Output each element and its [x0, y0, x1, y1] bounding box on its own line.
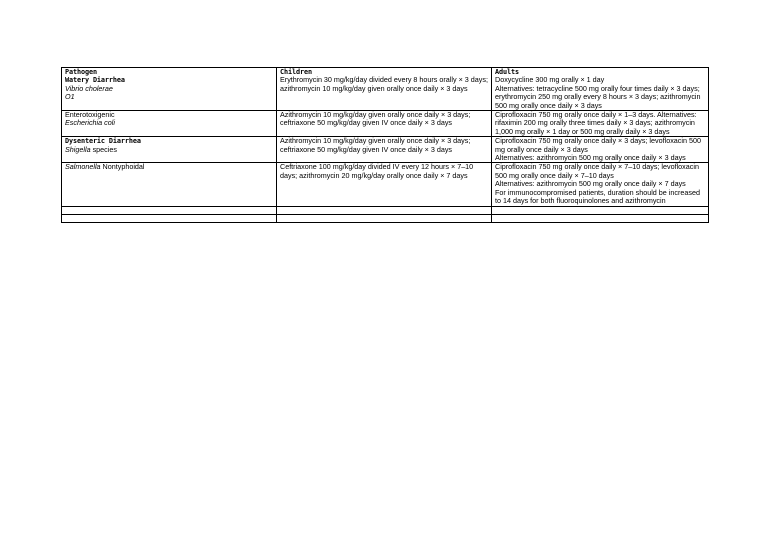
empty-cell: [62, 214, 277, 222]
header-children: Children: [280, 68, 312, 76]
pathogen-name-continued: Escherichia coli: [65, 118, 115, 128]
pathogen-name: Enterotoxigenic: [65, 110, 115, 120]
category-watery-diarrhea: Watery Diarrhea: [65, 76, 125, 85]
empty-cell: [492, 206, 709, 214]
children-treatment: Azithromycin 10 mg/kg/day given orally once daily × 3 days; ceftriaxone 50 mg/kg/day given IV once daily × 3 days: [280, 136, 471, 154]
table-row: [62, 137, 709, 163]
pathogen-qualifier: species: [90, 144, 117, 154]
pathogen-genus: Salmonella: [65, 162, 101, 172]
table-row: [62, 68, 709, 111]
adults-treatment: Ciprofloxacin 750 mg orally once daily × 1–3 days. Alternatives: rifaximin 200 mg orally three times daily × 3 days; azithromycin 1,000 mg orally × 1 day or 500 mg orally daily × 3 days: [495, 110, 697, 136]
pathogen-cell: [62, 137, 277, 163]
children-treatment: Azithromycin 10 mg/kg/day given orally once daily × 3 days; ceftriaxone 50 mg/kg/day given IV once daily × 3 days: [280, 110, 471, 128]
pathogen-qualifier: Nontyphoidal: [100, 162, 145, 172]
header-pathogen: Pathogen: [65, 68, 97, 76]
empty-cell: [277, 214, 492, 222]
adults-cell: [492, 137, 709, 163]
pathogen-name: [65, 163, 273, 171]
table-row: [62, 111, 709, 137]
adults-cell: [492, 163, 709, 206]
adults-treatment: Ciprofloxacin 750 mg orally once daily × 7–10 days; levofloxacin 500 mg orally once daily × 7–10 days Alternatives: azithromycin 500 mg orally once daily × 7 days For immunocompromised patients, duration should be increased to 14 days for both fluoroquinolones and azithromycin: [495, 162, 700, 206]
adults-treatment: Doxycycline 300 mg orally × 1 day Alternatives: tetracycline 500 mg orally four times daily × 3 days; erythromycin 250 mg orally every 8 hours × 3 days; azithromycin 500 mg orally once daily × 3 days: [495, 75, 701, 110]
empty-cell: [277, 206, 492, 214]
table-row-empty: [62, 214, 709, 222]
header-adults: Adults: [495, 68, 519, 76]
treatment-table: [61, 67, 709, 223]
children-treatment: Ceftriaxone 100 mg/kg/day divided IV every 12 hours × 7–10 days; azithromycin 20 mg/kg/day orally once daily × 7 days: [280, 162, 474, 180]
adults-cell: [492, 68, 709, 111]
table-row-empty: [62, 206, 709, 214]
pathogen-name-continued: O1: [65, 92, 75, 102]
children-treatment: Erythromycin 30 mg/kg/day divided every 8 hours orally × 3 days; azithromycin 10 mg/kg/day given orally once daily × 3 days: [280, 75, 488, 93]
pathogen-name: [65, 146, 273, 154]
children-cell: [277, 111, 492, 137]
table-row: [62, 163, 709, 206]
pathogen-name: Vibrio cholerae: [65, 83, 113, 93]
adults-treatment: Ciprofloxacin 750 mg orally once daily × 3 days; levofloxacin 500 mg orally once daily × 3 days Alternatives: azithromycin 500 mg orally once daily × 3 days: [495, 136, 701, 163]
category-dysenteric-diarrhea: Dysenteric Diarrhea: [65, 137, 141, 146]
children-cell: [277, 68, 492, 111]
pathogen-genus: Shigella: [65, 144, 91, 154]
children-cell: [277, 137, 492, 163]
adults-cell: [492, 111, 709, 137]
empty-cell: [62, 206, 277, 214]
children-cell: [277, 163, 492, 206]
pathogen-cell: [62, 163, 277, 206]
pathogen-cell: [62, 111, 277, 137]
empty-cell: [492, 214, 709, 222]
pathogen-cell: [62, 68, 277, 111]
